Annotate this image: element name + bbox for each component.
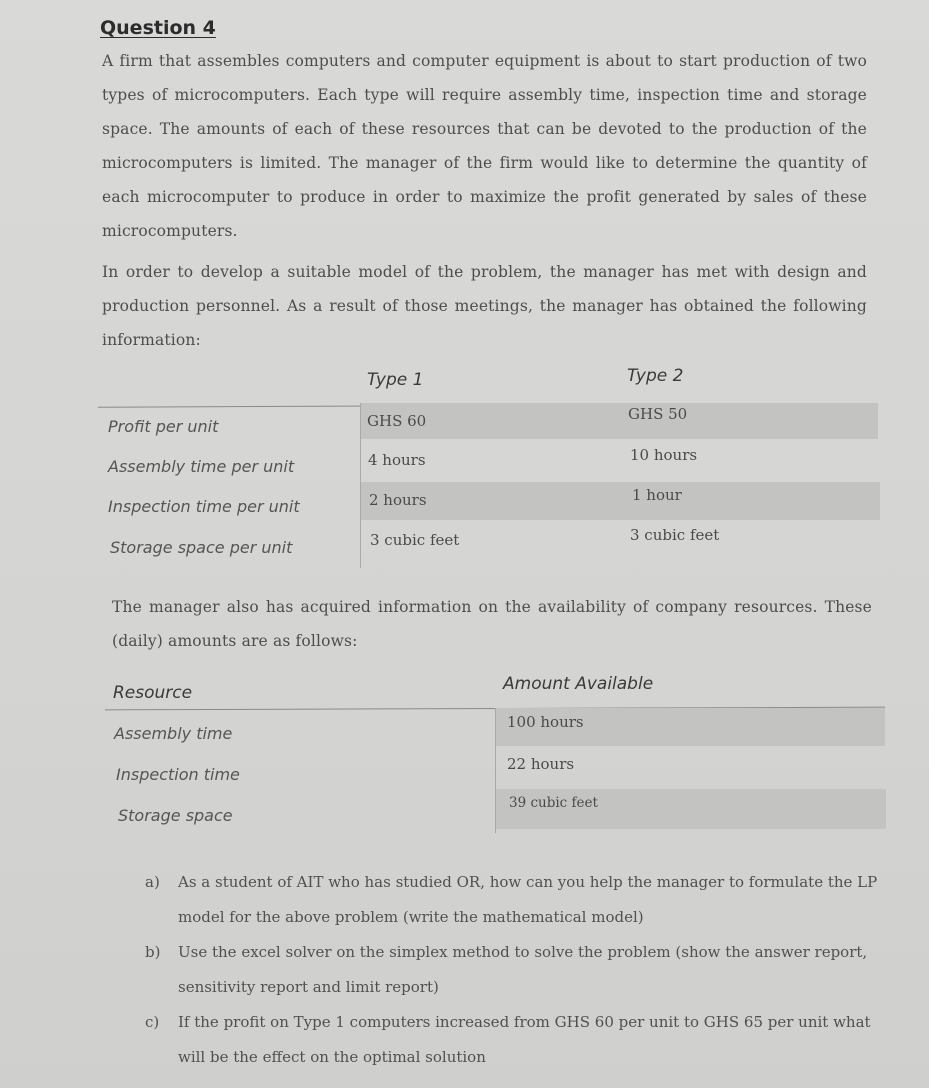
cell-type2-profit: GHS 50 xyxy=(628,405,688,423)
cell-storage-amount: 39 cubic feet xyxy=(509,795,598,811)
question-text-b: Use the excel solver on the simplex method to solve the problem (show the answer report, sensitivity report and limit report) xyxy=(178,943,868,996)
question-label-a: a) xyxy=(145,873,160,891)
cell-type2-assembly: 10 hours xyxy=(630,446,698,464)
row-label-storage-space: Storage space xyxy=(118,806,233,825)
cell-inspection-amount: 22 hours xyxy=(507,755,575,773)
cell-type1-storage: 3 cubic feet xyxy=(370,531,460,549)
question-item-a xyxy=(145,865,890,935)
cell-type1-inspection: 2 hours xyxy=(369,491,427,509)
column-header-resource: Resource xyxy=(113,683,193,703)
question-title: Question 4 xyxy=(100,17,216,39)
question-label-c: c) xyxy=(145,1013,160,1031)
intro-paragraph: A firm that assembles computers and computer equipment is about to start production of two types of microcomputers. Each type will require assembly time, inspection time and storage space. The amounts of each of these resources that can be devoted to the production of the microcomputers is limited. The manager of the firm would like to determine the quantity of each microcomputer to produce in order to maximize the profit generated by sales of these microcomputers. xyxy=(102,52,867,240)
table2-divider xyxy=(495,708,496,833)
cell-assembly-amount: 100 hours xyxy=(507,713,584,731)
table1-divider xyxy=(360,403,361,568)
table1-row-shade xyxy=(360,482,880,520)
row-label-inspection-time: Inspection time xyxy=(116,765,240,784)
column-header-type-2: Type 2 xyxy=(627,366,684,386)
row-label-storage: Storage space per unit xyxy=(110,538,293,557)
row-label-inspection: Inspection time per unit xyxy=(108,497,300,516)
table1-row-shade xyxy=(360,403,878,439)
question-text-a: As a student of AIT who has studied OR, how can you help the manager to formulate the LP model for the above problem (write the mathematical model) xyxy=(178,873,878,926)
resources-paragraph: The manager also has acquired information on the availability of company resources. These (daily) amounts are as follows: xyxy=(112,598,872,650)
cell-type1-profit: GHS 60 xyxy=(367,412,427,430)
question-text-c: If the profit on Type 1 computers increased from GHS 60 per unit to GHS 65 per unit what will be the effect on the optimal solution xyxy=(178,1013,871,1066)
row-label-profit: Profit per unit xyxy=(108,417,219,436)
column-header-type-1: Type 1 xyxy=(367,370,424,390)
row-label-assembly: Assembly time per unit xyxy=(108,457,295,476)
cell-type1-assembly: 4 hours xyxy=(368,451,426,469)
cell-type2-storage: 3 cubic feet xyxy=(630,526,720,544)
question-list xyxy=(145,865,890,1075)
question-label-b: b) xyxy=(145,943,161,961)
meeting-paragraph: In order to develop a suitable model of the problem, the manager has met with design and production personnel. As a result of those meetings, the manager has obtained the following information: xyxy=(102,263,867,349)
row-label-assembly-time: Assembly time xyxy=(114,724,233,743)
column-header-amount: Amount Available xyxy=(503,674,654,694)
cell-type2-inspection: 1 hour xyxy=(632,486,682,504)
question-item-c xyxy=(145,1005,890,1075)
question-item-b xyxy=(145,935,890,1005)
